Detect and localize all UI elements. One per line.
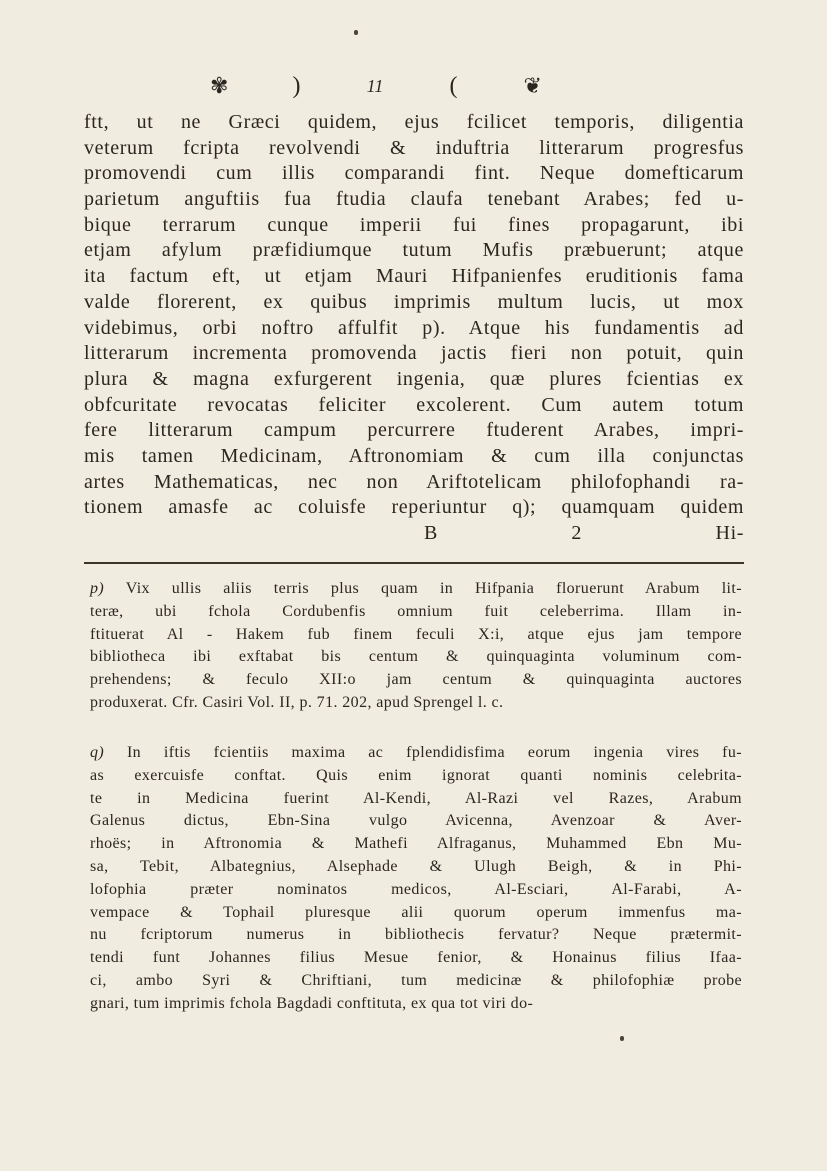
text-line: ftt, ut ne Græci quidem, ejus fcilicet temporis, diligentia: [84, 111, 744, 133]
text-line: tionem amasfe ac coluisfe reperiuntur q); quamquam quidem: [84, 496, 744, 519]
text-line: artes Mathematicas, nec non Ariftotelicam philofophandi ra-: [84, 470, 744, 493]
text-line: parietum anguftiis fua ftudia claufa tenebant Arabes; fed u-: [84, 188, 744, 211]
footnote-line: as exercuisfe conftat. Quis enim ignorat quanti nominis celebrita-: [90, 766, 742, 784]
text-line: valde florerent, ex quibus imprimis multum lucis, ut mox: [84, 290, 744, 313]
footnote-line: rhoës; in Aftronomia & Mathefi Alfraganus, Muhammed Ebn Mu-: [90, 835, 742, 853]
footnote-line: nu fcriptorum numerus in bibliothecis fervatur? Neque prætermit-: [90, 926, 742, 944]
header-paren-right: (: [449, 72, 458, 99]
footnote-p: [90, 578, 742, 715]
text-line: litterarum incrementa promovenda jactis fieri non potuit, quin: [84, 342, 744, 365]
text-line: fere litterarum campum percurrere ftuderent Arabes, impri-: [84, 419, 744, 442]
footnote-line: tendi funt Johannes filius Mesue fenior, & Honainus filius Ifaa-: [90, 949, 742, 967]
footnote-line: [90, 742, 742, 765]
text-line: obfcuritate revocatas feliciter excolerent. Cum autem totum: [84, 393, 744, 416]
text-line: veterum fcripta revolvendi & induftria litterarum progresfus: [84, 136, 744, 159]
header-paren-left: ): [292, 72, 301, 99]
footnote-mark: q): [90, 744, 105, 761]
text-line: etjam afylum præfidiumque tutum Mufis præbuerunt; atque: [84, 239, 744, 262]
ornament-right-icon: ❦: [523, 73, 540, 98]
footnote-line: gnari, tum imprimis fchola Bagdadi conftituta, ex qua tot viri do-: [90, 994, 534, 1012]
footnote-rule: [84, 562, 744, 564]
footnote-line: teræ, ubi fchola Cordubenfis omnium fuit celeberrima. Illam in-: [90, 602, 742, 620]
text-line: ita factum eft, ut etjam Mauri Hifpanienfes eruditionis fama: [84, 265, 744, 288]
running-head: [210, 70, 540, 102]
footnote-line: bibliotheca ibi exftabat bis centum & quinquaginta voluminum com-: [90, 648, 742, 666]
footnote-line: te in Medicina fuerint Al-Kendi, Al-Razi vel Razes, Arabum: [90, 789, 742, 807]
ink-speck: [620, 1036, 624, 1041]
footnote-line: produxerat. Cfr. Casiri Vol. II, p. 71. 202, apud Sprengel l. c.: [90, 693, 504, 711]
footnote-line: sa, Tebit, Albategnius, Alsephade & Ulugh Beigh, & in Phi-: [90, 857, 742, 875]
text-line: promovendi cum illis comparandi fint. Neque domefticarum: [84, 162, 744, 185]
signature-line: [84, 521, 744, 547]
footnote-line: prehendens; & feculo XII:o jam centum & quinquaginta auctores: [90, 671, 742, 689]
footnote-mark: p): [90, 580, 105, 597]
footnote-line: lofophia præter nominatos medicos, Al-Esciari, Al-Farabi, A-: [90, 880, 742, 898]
text-line: bique terrarum cunque imperii fui fines propagarunt, ibi: [84, 213, 744, 236]
footnote-text: Vix ullis aliis terris plus quam in Hifpania floruerunt Arabum lit-: [125, 580, 742, 597]
footnote-line: ci, ambo Syri & Chriftiani, tum medicinæ & philofophiæ probe: [90, 971, 742, 989]
main-text: [84, 110, 744, 547]
footnote-line: vempace & Tophail pluresque alii quorum operum immenfus ma-: [90, 903, 742, 921]
text-line: plura & magna exfurgerent ingenia, quæ plures fcientias ex: [84, 367, 744, 390]
text-line: videbimus, orbi noftro affulfit p). Atque his fundamentis ad: [84, 316, 744, 339]
footnote-line: [90, 578, 742, 601]
footnote-line: Galenus dictus, Ebn-Sina vulgo Avicenna, Avenzoar & Aver-: [90, 812, 742, 830]
footnote-line: ftituerat Al - Hakem fub finem feculi X:i, atque ejus jam tempore: [90, 625, 742, 643]
ink-speck: [354, 30, 358, 35]
footnote-text: In iftis fcientiis maxima ac fplendidisfima eorum ingenia vires fu-: [126, 744, 742, 761]
page-number: 11: [366, 75, 384, 96]
catchword: Hi-: [715, 522, 744, 544]
text-line: mis tamen Medicinam, Aftronomiam & cum illa conjunctas: [84, 444, 744, 467]
signature-mark: B 2: [424, 522, 583, 544]
footnote-q: [90, 742, 742, 1016]
ornament-left-icon: ✾: [210, 73, 227, 98]
